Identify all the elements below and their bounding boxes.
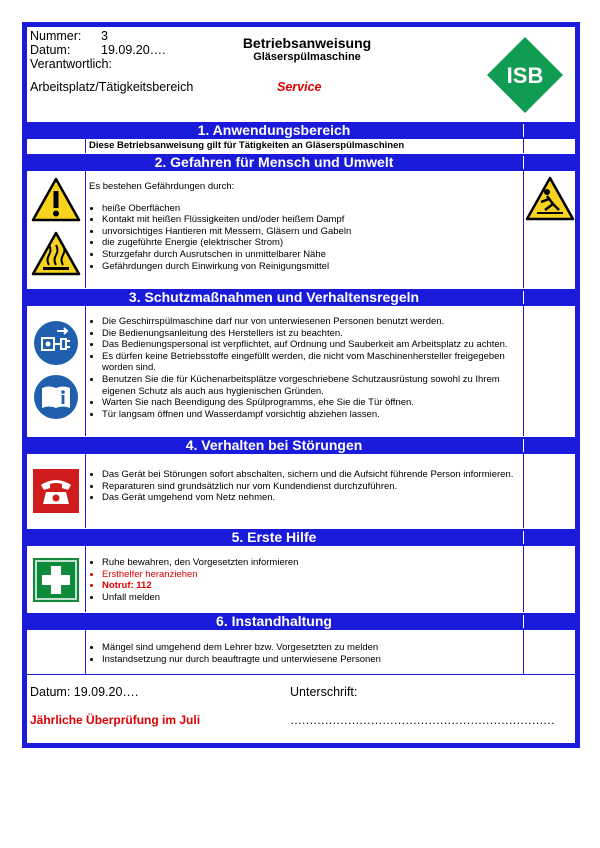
- unterschrift-label: Unterschrift:: [290, 685, 358, 699]
- list-item: • Ruhe bewahren, den Vorgesetzten informieren: [102, 557, 523, 569]
- section-6-body: [27, 630, 575, 674]
- warning-general-icon: [31, 177, 81, 222]
- nummer-label: Nummer:: [30, 29, 82, 43]
- section-6-title: 6. Instandhaltung: [216, 613, 332, 629]
- read-manual-icon: [33, 374, 79, 420]
- document-frame: [22, 22, 580, 748]
- signature-line: ……………………………………………………………: [290, 713, 555, 727]
- section-5-title: 5. Erste Hilfe: [231, 529, 317, 545]
- list-item: • Instandsetzung nur durch beauftragte und unterwiesene Personen: [102, 654, 523, 666]
- section-3-body: [27, 306, 575, 436]
- list-item: • Reparaturen sind grundsätzlich nur vom Kundendienst durchzuführen.: [102, 481, 523, 493]
- datum-label: Datum:: [30, 43, 71, 57]
- section-4-list: [89, 469, 523, 504]
- document-title: Betriebsanweisung: [242, 35, 372, 51]
- list-item: • Die Bedienungsanleitung des Herstellers ist zu beachten.: [102, 328, 523, 340]
- emergency-phone-icon: [33, 469, 79, 513]
- section-5-list: [89, 557, 523, 603]
- document-body: [27, 27, 575, 743]
- list-item: • unvorsichtiges Hantieren mit Messern, Gläsern und Gabeln: [102, 226, 523, 238]
- section-6-list: [89, 642, 523, 665]
- section-5-body: [27, 546, 575, 612]
- footer-datum: Datum: 19.09.20….: [30, 685, 139, 699]
- section-4-title: 4. Verhalten bei Störungen: [185, 437, 363, 453]
- section-2-intro: Es bestehen Gefährdungen durch:: [89, 181, 235, 192]
- section-6-header: [27, 613, 575, 630]
- section-1-text: Diese Betriebsanweisung gilt für Tätigkeiten an Gläserspülmaschinen: [89, 140, 405, 151]
- section-3-header: [27, 289, 575, 306]
- list-item: • Kontakt mit heißen Flüssigkeiten und/oder heißem Dampf: [102, 214, 523, 226]
- section-1-header: [27, 122, 575, 139]
- section-4-header: [27, 437, 575, 454]
- list-item: • Das Bedienungspersonal ist verpflichtet, auf Ordnung und Sauberkeit am Arbeitsplatz zu achten.: [102, 339, 523, 351]
- list-item: • Benutzen Sie die für Küchenarbeitsplätze vorgeschriebene Schutzausrüstung sowohl zu Ihrem eigenen Schutz als auch aus hygienischen Gründen.: [102, 374, 523, 397]
- disconnect-plug-icon: [33, 320, 79, 366]
- list-item: • Die Geschirrspülmaschine darf nur von unterwiesenen Personen benutzt werden.: [102, 316, 523, 328]
- list-item: • Warten Sie nach Beendigung des Spülprogramms, ehe Sie die Tür öffnen.: [102, 397, 523, 409]
- list-item: • Ersthelfer heranziehen: [102, 569, 523, 581]
- list-item: • Notruf: 112: [102, 580, 523, 592]
- list-item: • Mängel sind umgehend dem Lehrer bzw. Vorgesetzten zu melden: [102, 642, 523, 654]
- isb-logo-text: ISB: [506, 63, 544, 88]
- first-aid-icon: [33, 558, 79, 602]
- nummer-value: 3: [101, 29, 108, 43]
- pruefung-text: Jährliche Überprüfung im Juli: [30, 713, 201, 727]
- section-2-body: [27, 171, 575, 288]
- list-item: • Sturzgefahr durch Ausrutschen in unmittelbarer Nähe: [102, 249, 523, 261]
- list-item: • Unfall melden: [102, 592, 523, 604]
- section-4-body: [27, 454, 575, 528]
- section-1-body: [27, 139, 575, 153]
- section-2-header: [27, 154, 575, 171]
- section-5-header: [27, 529, 575, 546]
- bereich-value: Service: [277, 80, 322, 94]
- section-3-list: [89, 316, 523, 420]
- list-item: • heiße Oberflächen: [102, 203, 523, 215]
- section-1-title: 1. Anwendungsbereich: [197, 122, 351, 138]
- divider: [27, 674, 575, 675]
- list-item: • Das Gerät umgehend vom Netz nehmen.: [102, 492, 523, 504]
- document-subtitle: Gläserspülmaschine: [253, 51, 361, 63]
- list-item: • Tür langsam öffnen und Wasserdampf vorsichtig abziehen lassen.: [102, 409, 523, 421]
- list-item: • Es dürfen keine Betriebsstoffe eingefüllt werden, die nicht vom Maschinenhersteller freigegeben worden sind.: [102, 351, 523, 374]
- arbeitsplatz-label: Arbeitsplatz/Tätigkeitsbereich: [30, 80, 194, 94]
- list-item: • die zugeführte Energie (elektrischer Strom): [102, 237, 523, 249]
- section-2-title: 2. Gefahren für Mensch und Umwelt: [154, 154, 394, 170]
- list-item: • Das Gerät bei Störungen sofort abschalten, sichern und die Aufsicht führende Person informieren.: [102, 469, 523, 481]
- section-3-title: 3. Schutzmaßnahmen und Verhaltensregeln: [128, 289, 420, 305]
- datum-value: 19.09.20….: [101, 43, 166, 57]
- verantwortlich-label: Verantwortlich:: [30, 57, 112, 71]
- isb-logo-diamond: [485, 35, 565, 115]
- list-item: • Gefährdungen durch Einwirkung von Reinigungsmittel: [102, 261, 523, 273]
- section-2-list: [89, 203, 523, 273]
- hot-surface-warning-icon: [31, 231, 81, 276]
- isb-logo: [485, 35, 565, 115]
- slippery-floor-warning-icon: [525, 176, 575, 221]
